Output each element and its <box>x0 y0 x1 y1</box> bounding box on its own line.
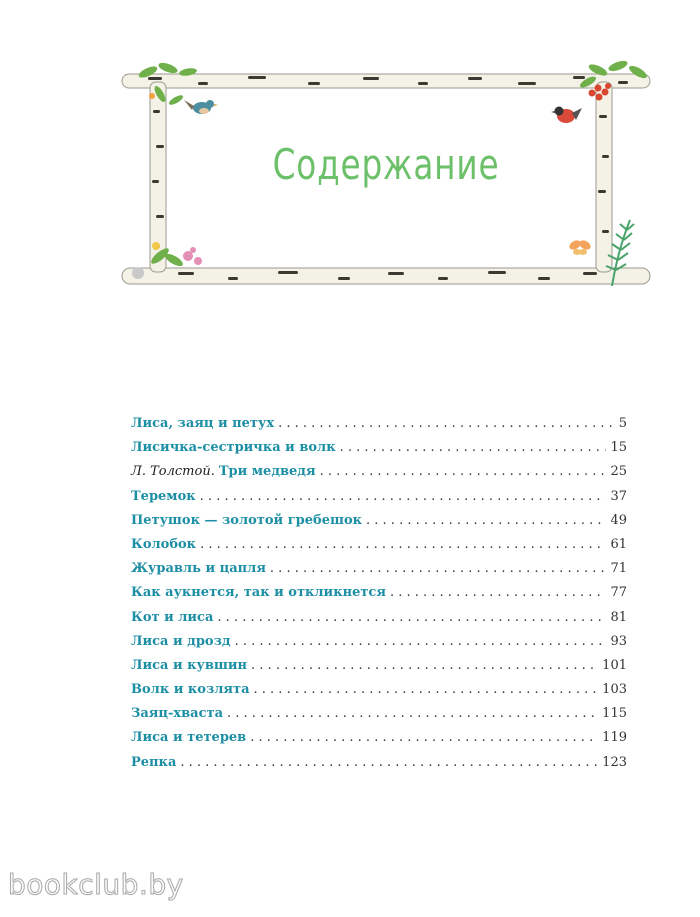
toc-entry-title: Заяц-хваста <box>131 706 224 722</box>
toc-entry-title: Теремок <box>131 488 196 504</box>
toc-leader-dots <box>227 706 598 721</box>
toc-entry-title: Кот и лиса <box>131 609 214 625</box>
toc-entry[interactable] <box>131 537 627 561</box>
toc-entry-title: Лиса и кувшин <box>131 657 248 673</box>
toc-entry-title: Петушок — золотой гребешок <box>131 512 363 528</box>
toc-entry-page: 81 <box>610 609 627 625</box>
toc-entry[interactable] <box>131 610 627 634</box>
toc-entry-page: 15 <box>610 440 627 456</box>
toc-leader-dots <box>320 464 607 479</box>
toc-leader-dots <box>390 585 607 600</box>
toc-entry[interactable] <box>131 706 627 730</box>
toc-entry-title: Как аукнется, так и откликнется <box>131 585 386 601</box>
toc-leader-dots <box>180 755 598 770</box>
toc-entry-page: 5 <box>618 416 627 431</box>
toc-entry[interactable] <box>131 513 627 537</box>
toc-entry-page: 61 <box>610 536 627 552</box>
toc-leader-dots <box>250 730 598 745</box>
toc-entry-author: Л. Толстой. <box>131 464 215 480</box>
toc-entry-page: 25 <box>610 464 627 480</box>
toc-entry-title: Три медведя <box>218 464 316 480</box>
toc-entry[interactable] <box>131 585 627 609</box>
toc-leader-dots <box>200 489 607 504</box>
toc-entry[interactable] <box>131 730 627 754</box>
table-of-contents <box>131 416 627 779</box>
toc-entry-page: 103 <box>602 682 627 698</box>
toc-entry-title: Лиса и тетерев <box>131 730 247 746</box>
toc-entry-page: 49 <box>610 512 627 528</box>
toc-entry-page: 123 <box>602 754 627 770</box>
toc-leader-dots <box>366 513 606 528</box>
toc-entry-title: Репка <box>131 754 177 770</box>
toc-entry[interactable] <box>131 634 627 658</box>
toc-entry-page: 101 <box>602 657 627 673</box>
toc-entry-title: Колобок <box>131 536 197 552</box>
toc-entry-title: Лиса и дрозд <box>131 633 231 649</box>
toc-entry[interactable] <box>131 464 627 488</box>
toc-entry[interactable] <box>131 440 627 464</box>
toc-entry[interactable] <box>131 561 627 585</box>
toc-leader-dots <box>251 658 598 673</box>
toc-entry-page: 71 <box>610 561 627 577</box>
toc-entry[interactable] <box>131 416 627 440</box>
toc-entry-title: Волк и козлята <box>131 682 250 698</box>
toc-entry-page: 93 <box>610 633 627 649</box>
toc-entry-page: 77 <box>610 585 627 601</box>
toc-leader-dots <box>200 537 606 552</box>
toc-leader-dots <box>270 561 607 576</box>
toc-entry[interactable] <box>131 755 627 779</box>
toc-entry[interactable] <box>131 682 627 706</box>
toc-entry-title: Лиса, заяц и петух <box>131 416 275 431</box>
toc-leader-dots <box>278 416 615 431</box>
site-watermark: bookclub.by <box>8 868 184 901</box>
toc-entry-title: Лисичка-сестричка и волк <box>131 440 336 456</box>
toc-entry-page: 37 <box>610 488 627 504</box>
toc-entry-page: 119 <box>602 730 627 746</box>
toc-leader-dots <box>254 682 599 697</box>
toc-leader-dots <box>340 440 607 455</box>
toc-entry-page: 115 <box>602 706 627 722</box>
toc-leader-dots <box>217 610 606 625</box>
toc-entry[interactable] <box>131 489 627 513</box>
toc-leader-dots <box>235 634 607 649</box>
toc-entry-title: Журавль и цапля <box>131 561 266 577</box>
page-title: Содержание <box>272 140 500 189</box>
toc-entry[interactable] <box>131 658 627 682</box>
